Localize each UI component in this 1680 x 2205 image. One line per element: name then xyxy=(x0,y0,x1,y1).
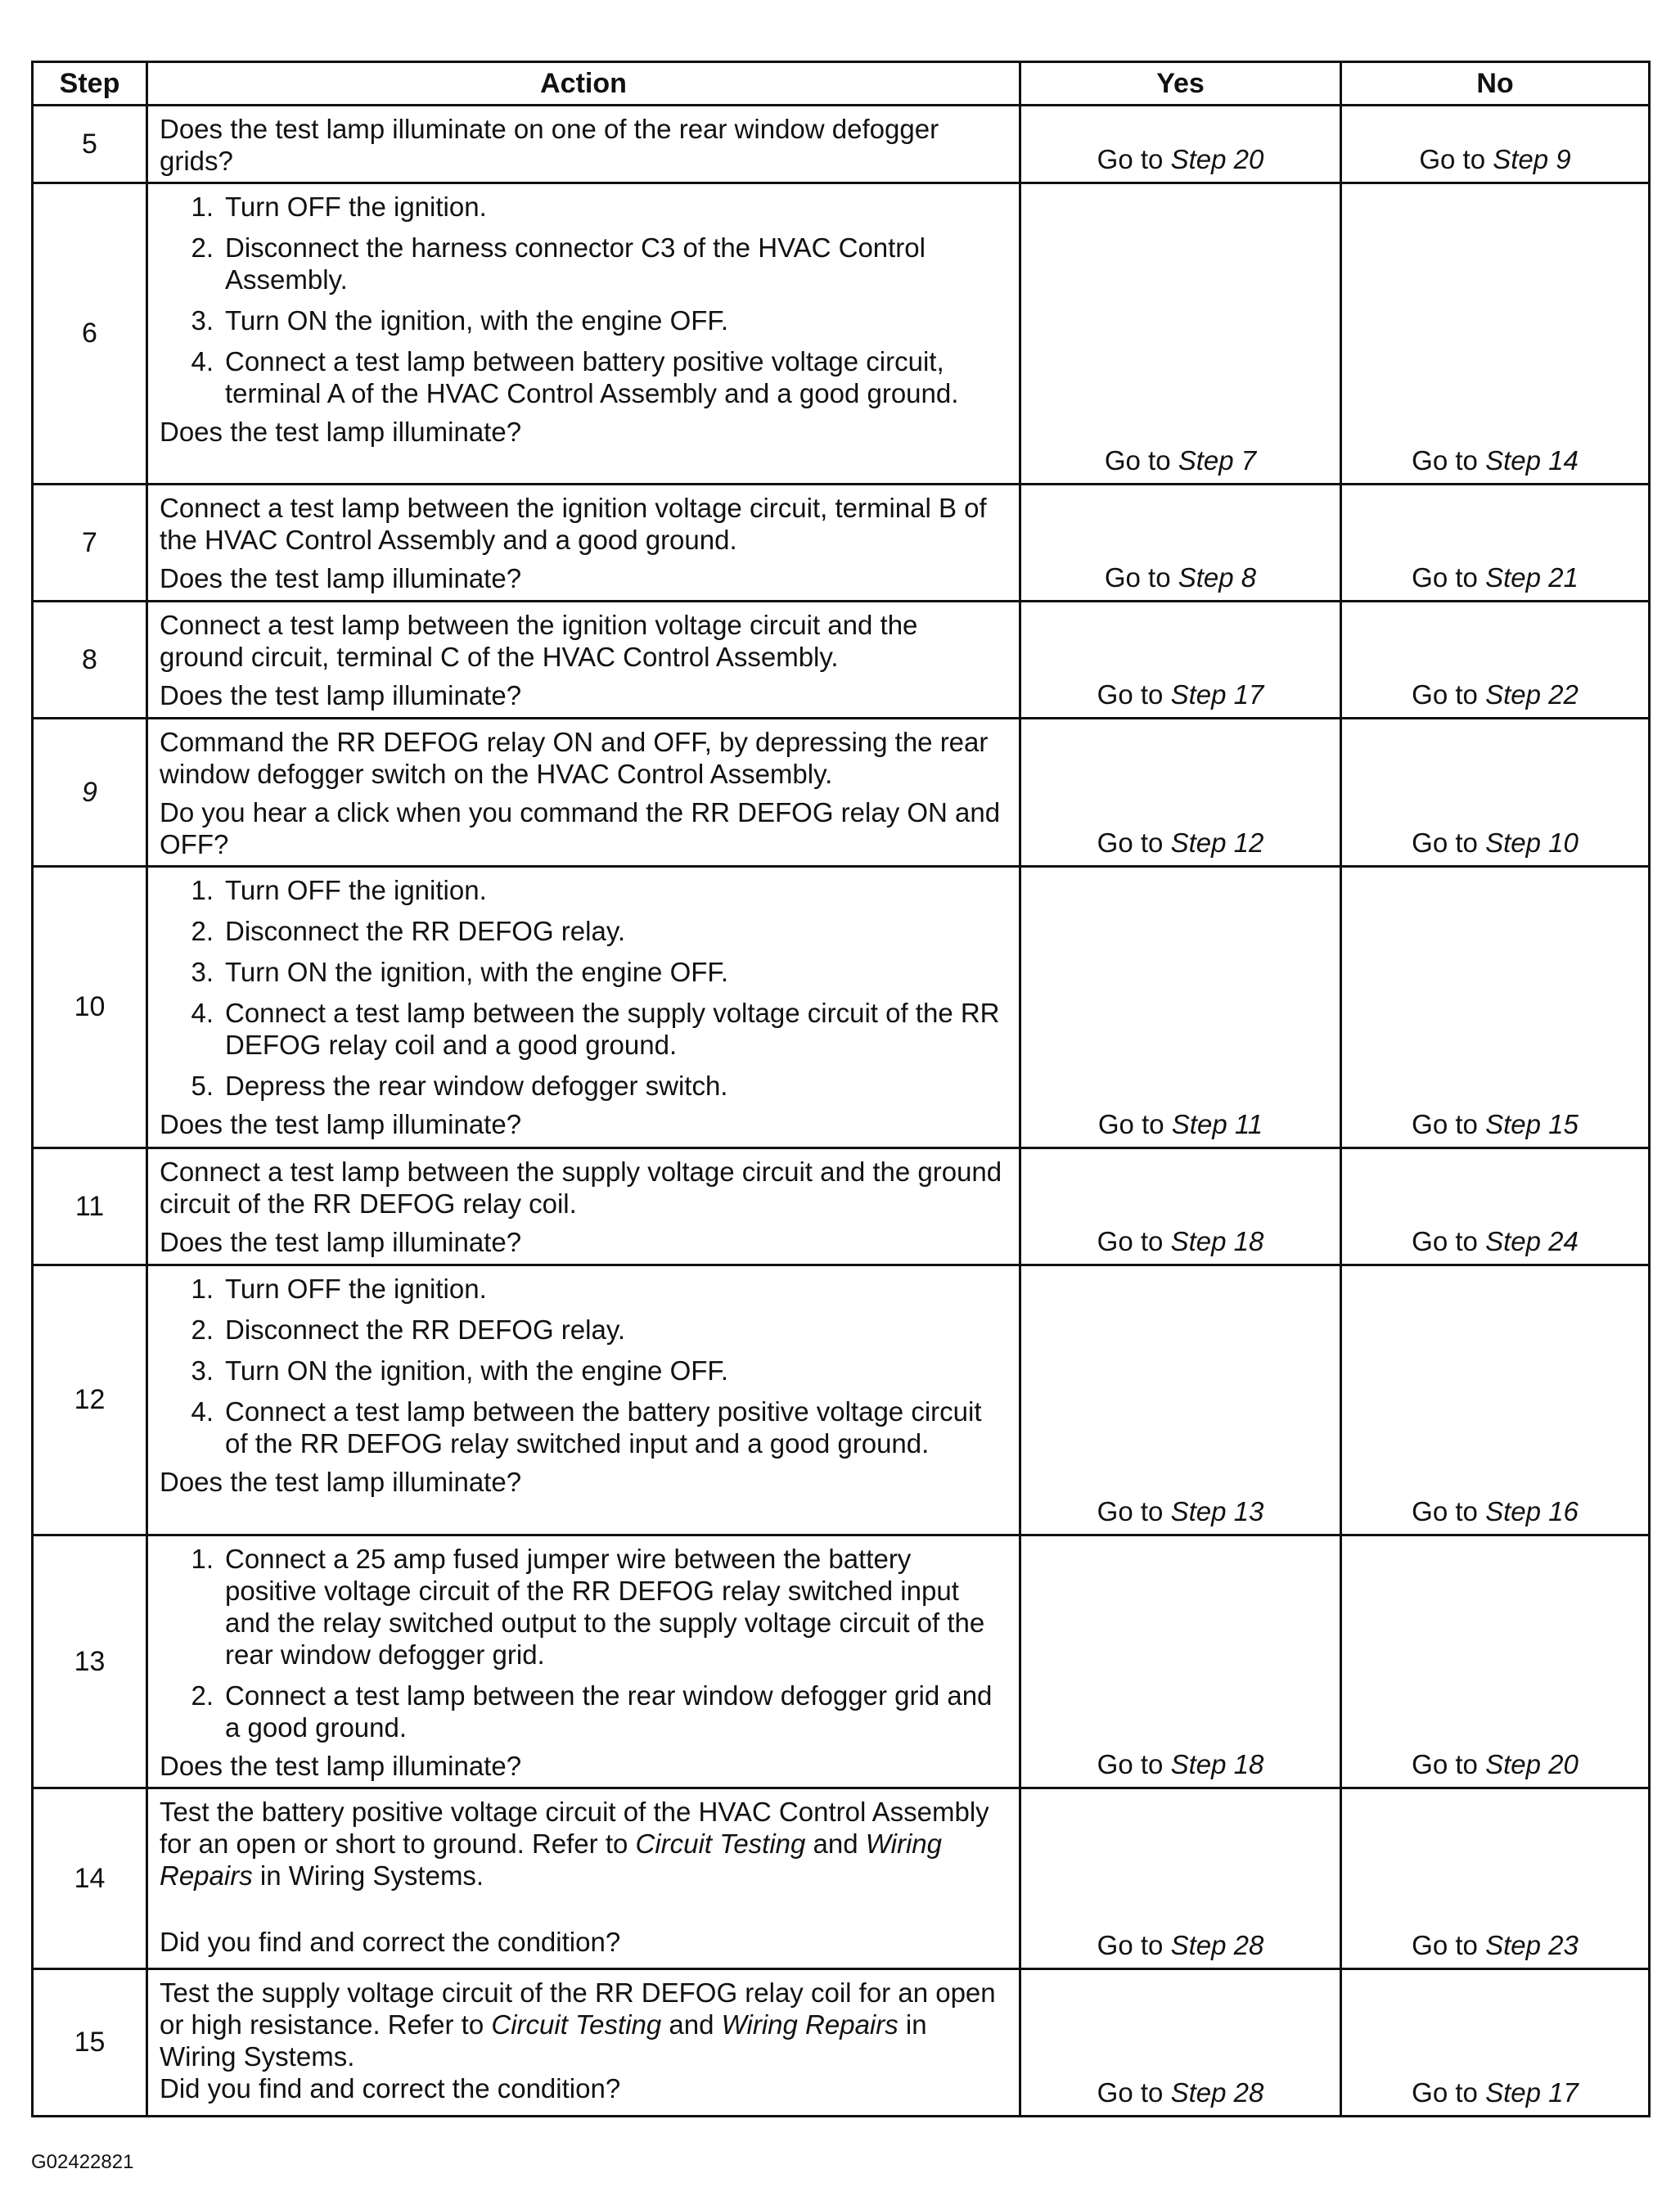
go-to-label: Go to xyxy=(1412,679,1486,710)
list-item: 1. Turn OFF the ignition. xyxy=(191,192,487,222)
reference-wiring-repairs: Wiring Repairs xyxy=(160,1828,943,1891)
action-text: Connect a test lamp between the ignition voltage circuit and the ground circuit, terminal C of the HVAC Control Assembly. xyxy=(160,610,918,672)
yes-cell xyxy=(1020,867,1341,1148)
list-item: 1. Turn OFF the ignition. xyxy=(191,1274,487,1304)
go-to-label: Go to xyxy=(1412,1930,1486,1960)
table-row xyxy=(33,183,1650,485)
step-reference: Step 11 xyxy=(1171,1109,1263,1139)
go-to-label: Go to xyxy=(1412,445,1486,476)
step-reference: Step 24 xyxy=(1485,1226,1579,1256)
action-cell xyxy=(147,719,1020,867)
question-text: Does the test lamp illuminate? xyxy=(160,1227,522,1257)
step-reference: Step 15 xyxy=(1485,1109,1579,1139)
question-text: Did you find and correct the condition? xyxy=(160,1927,621,1957)
action-text: Test the supply voltage circuit of the RR DEFOG relay coil for an open or high resistance. Refer to Circuit Testing and Wiring Repairs in Wiring Systems. xyxy=(160,1977,996,2072)
no-cell xyxy=(1341,106,1650,183)
header-no: No xyxy=(1341,62,1650,106)
action-cell xyxy=(147,602,1020,719)
step-reference: Step 18 xyxy=(1170,1749,1264,1779)
table-row xyxy=(33,867,1650,1148)
yes-cell xyxy=(1020,183,1341,485)
question-text: Do you hear a click when you command the RR DEFOG relay ON and OFF? xyxy=(160,797,1001,859)
step-number: 11 xyxy=(33,1148,147,1265)
step-reference: Step 13 xyxy=(1170,1496,1264,1526)
diagnostic-steps-table xyxy=(31,61,1651,2117)
go-to-label: Go to xyxy=(1412,1109,1486,1139)
step-number: 15 xyxy=(33,1969,147,2117)
step-reference: Step 22 xyxy=(1485,679,1579,710)
graphic-id: G02422821 xyxy=(31,2151,134,2173)
go-to-label: Go to xyxy=(1104,445,1178,476)
yes-cell xyxy=(1020,1535,1341,1788)
go-to-label: Go to xyxy=(1097,1226,1171,1256)
go-to-label: Go to xyxy=(1412,1226,1486,1256)
yes-cell xyxy=(1020,485,1341,602)
no-cell xyxy=(1341,602,1650,719)
step-number: 5 xyxy=(33,106,147,183)
table-row xyxy=(33,719,1650,867)
question-text: Did you find and correct the condition? xyxy=(160,2073,621,2104)
step-number: 8 xyxy=(33,602,147,719)
action-cell xyxy=(147,1265,1020,1535)
question-text: Does the test lamp illuminate? xyxy=(160,563,522,593)
step-reference: Step 7 xyxy=(1178,445,1257,476)
step-reference: Step 21 xyxy=(1485,562,1579,593)
yes-cell xyxy=(1020,106,1341,183)
step-reference: Step 12 xyxy=(1170,827,1264,858)
action-cell xyxy=(147,106,1020,183)
go-to-label: Go to xyxy=(1412,1496,1486,1526)
step-number: 10 xyxy=(33,867,147,1148)
step-number: 12 xyxy=(33,1265,147,1535)
header-action: Action xyxy=(147,62,1020,106)
go-to-label: Go to xyxy=(1412,562,1486,593)
step-reference: Step 14 xyxy=(1485,445,1579,476)
yes-cell xyxy=(1020,1969,1341,2117)
list-item: 1. Turn OFF the ignition. xyxy=(191,875,487,905)
yes-cell xyxy=(1020,1148,1341,1265)
instruction-list xyxy=(160,191,1007,409)
table-row xyxy=(33,1148,1650,1265)
step-number: 9 xyxy=(33,719,147,867)
reference-circuit-testing: Circuit Testing xyxy=(635,1828,806,1859)
question-text: Does the test lamp illuminate? xyxy=(160,680,522,710)
step-number: 13 xyxy=(33,1535,147,1788)
question-text: Does the test lamp illuminate? xyxy=(160,1109,522,1139)
yes-cell xyxy=(1020,1788,1341,1969)
list-item: 3. Turn ON the ignition, with the engine OFF. xyxy=(191,957,729,987)
go-to-label: Go to xyxy=(1097,827,1171,858)
step-reference: Step 17 xyxy=(1170,679,1264,710)
list-item: 3. Turn ON the ignition, with the engine OFF. xyxy=(191,305,729,336)
action-cell xyxy=(147,1535,1020,1788)
step-reference: Step 28 xyxy=(1170,2077,1264,2108)
header-yes: Yes xyxy=(1020,62,1341,106)
yes-cell xyxy=(1020,602,1341,719)
reference-circuit-testing: Circuit Testing xyxy=(491,2009,662,2040)
no-cell xyxy=(1341,1148,1650,1265)
table-row xyxy=(33,602,1650,719)
no-cell xyxy=(1341,183,1650,485)
action-text: Test the battery positive voltage circuit of the HVAC Control Assembly for an open or short to ground. Refer to Circuit Testing and Wiring Repairs in Wiring Systems. xyxy=(160,1797,989,1891)
header-step: Step xyxy=(33,62,147,106)
no-cell xyxy=(1341,867,1650,1148)
question-text: Does the test lamp illuminate? xyxy=(160,1467,522,1497)
step-reference: Step 17 xyxy=(1485,2077,1579,2108)
step-reference: Step 28 xyxy=(1170,1930,1264,1960)
yes-cell xyxy=(1020,719,1341,867)
instruction-list xyxy=(160,1543,1007,1743)
list-item: 1. Connect a 25 amp fused jumper wire between the battery positive voltage circuit of the RR DEFOG relay switched input and the relay switched output to the supply voltage circuit of the rear window defogger grid. xyxy=(191,1544,985,1670)
question-text: Does the test lamp illuminate? xyxy=(160,417,522,447)
action-text: Does the test lamp illuminate on one of the rear window defogger grids? xyxy=(160,114,939,176)
action-text: Connect a test lamp between the ignition voltage circuit, terminal B of the HVAC Control Assembly and a good ground. xyxy=(160,493,987,555)
go-to-label: Go to xyxy=(1104,562,1178,593)
go-to-label: Go to xyxy=(1097,1109,1172,1139)
no-cell xyxy=(1341,1788,1650,1969)
no-cell xyxy=(1341,1265,1650,1535)
list-item: 3. Turn ON the ignition, with the engine OFF. xyxy=(191,1355,729,1386)
question-text: Does the test lamp illuminate? xyxy=(160,1751,522,1781)
go-to-label: Go to xyxy=(1097,679,1171,710)
step-reference: Step 9 xyxy=(1493,144,1571,174)
list-item: 4. Connect a test lamp between the supply voltage circuit of the RR DEFOG relay coil and a good ground. xyxy=(191,998,1000,1060)
step-number: 6 xyxy=(33,183,147,485)
table-row xyxy=(33,1788,1650,1969)
yes-cell xyxy=(1020,1265,1341,1535)
step-reference: Step 20 xyxy=(1170,144,1264,174)
step-reference: Step 23 xyxy=(1485,1930,1579,1960)
table-row xyxy=(33,106,1650,183)
no-cell xyxy=(1341,1535,1650,1788)
reference-wiring-repairs: Wiring Repairs xyxy=(721,2009,899,2040)
go-to-label: Go to xyxy=(1412,827,1486,858)
no-cell xyxy=(1341,719,1650,867)
step-number: 14 xyxy=(33,1788,147,1969)
go-to-label: Go to xyxy=(1419,144,1493,174)
go-to-label: Go to xyxy=(1097,1930,1171,1960)
list-item: 4. Connect a test lamp between the battery positive voltage circuit of the RR DEFOG relay switched input and a good ground. xyxy=(191,1396,982,1459)
step-number: 7 xyxy=(33,485,147,602)
list-item: 4. Connect a test lamp between battery positive voltage circuit, terminal A of the HVAC Control Assembly and a good ground. xyxy=(191,346,959,408)
step-reference: Step 10 xyxy=(1485,827,1579,858)
table-row xyxy=(33,1969,1650,2117)
list-item: 2. Disconnect the RR DEFOG relay. xyxy=(191,916,626,946)
instruction-list xyxy=(160,874,1007,1102)
table-row xyxy=(33,1265,1650,1535)
list-item: 2. Disconnect the RR DEFOG relay. xyxy=(191,1314,626,1345)
go-to-label: Go to xyxy=(1097,1496,1171,1526)
table-header-row xyxy=(33,62,1650,106)
step-reference: Step 16 xyxy=(1485,1496,1579,1526)
action-cell xyxy=(147,1788,1020,1969)
step-reference: Step 20 xyxy=(1485,1749,1579,1779)
list-item: 2. Connect a test lamp between the rear window defogger grid and a good ground. xyxy=(191,1680,993,1743)
list-item: 5. Depress the rear window defogger switch. xyxy=(191,1071,728,1101)
instruction-list xyxy=(160,1273,1007,1459)
table-row xyxy=(33,485,1650,602)
action-cell xyxy=(147,183,1020,485)
action-cell xyxy=(147,1969,1020,2117)
no-cell xyxy=(1341,1969,1650,2117)
step-reference: Step 8 xyxy=(1178,562,1257,593)
step-reference: Step 18 xyxy=(1170,1226,1264,1256)
go-to-label: Go to xyxy=(1097,144,1171,174)
action-cell xyxy=(147,867,1020,1148)
go-to-label: Go to xyxy=(1097,2077,1171,2108)
go-to-label: Go to xyxy=(1097,1749,1171,1779)
table-row xyxy=(33,1535,1650,1788)
action-text: Command the RR DEFOG relay ON and OFF, by depressing the rear window defogger switch on the HVAC Control Assembly. xyxy=(160,727,989,789)
action-cell xyxy=(147,1148,1020,1265)
list-item: 2. Disconnect the harness connector C3 of the HVAC Control Assembly. xyxy=(191,232,926,295)
go-to-label: Go to xyxy=(1412,1749,1486,1779)
action-cell xyxy=(147,485,1020,602)
no-cell xyxy=(1341,485,1650,602)
action-text: Connect a test lamp between the supply voltage circuit and the ground circuit of the RR DEFOG relay coil. xyxy=(160,1157,1002,1219)
go-to-label: Go to xyxy=(1412,2077,1486,2108)
